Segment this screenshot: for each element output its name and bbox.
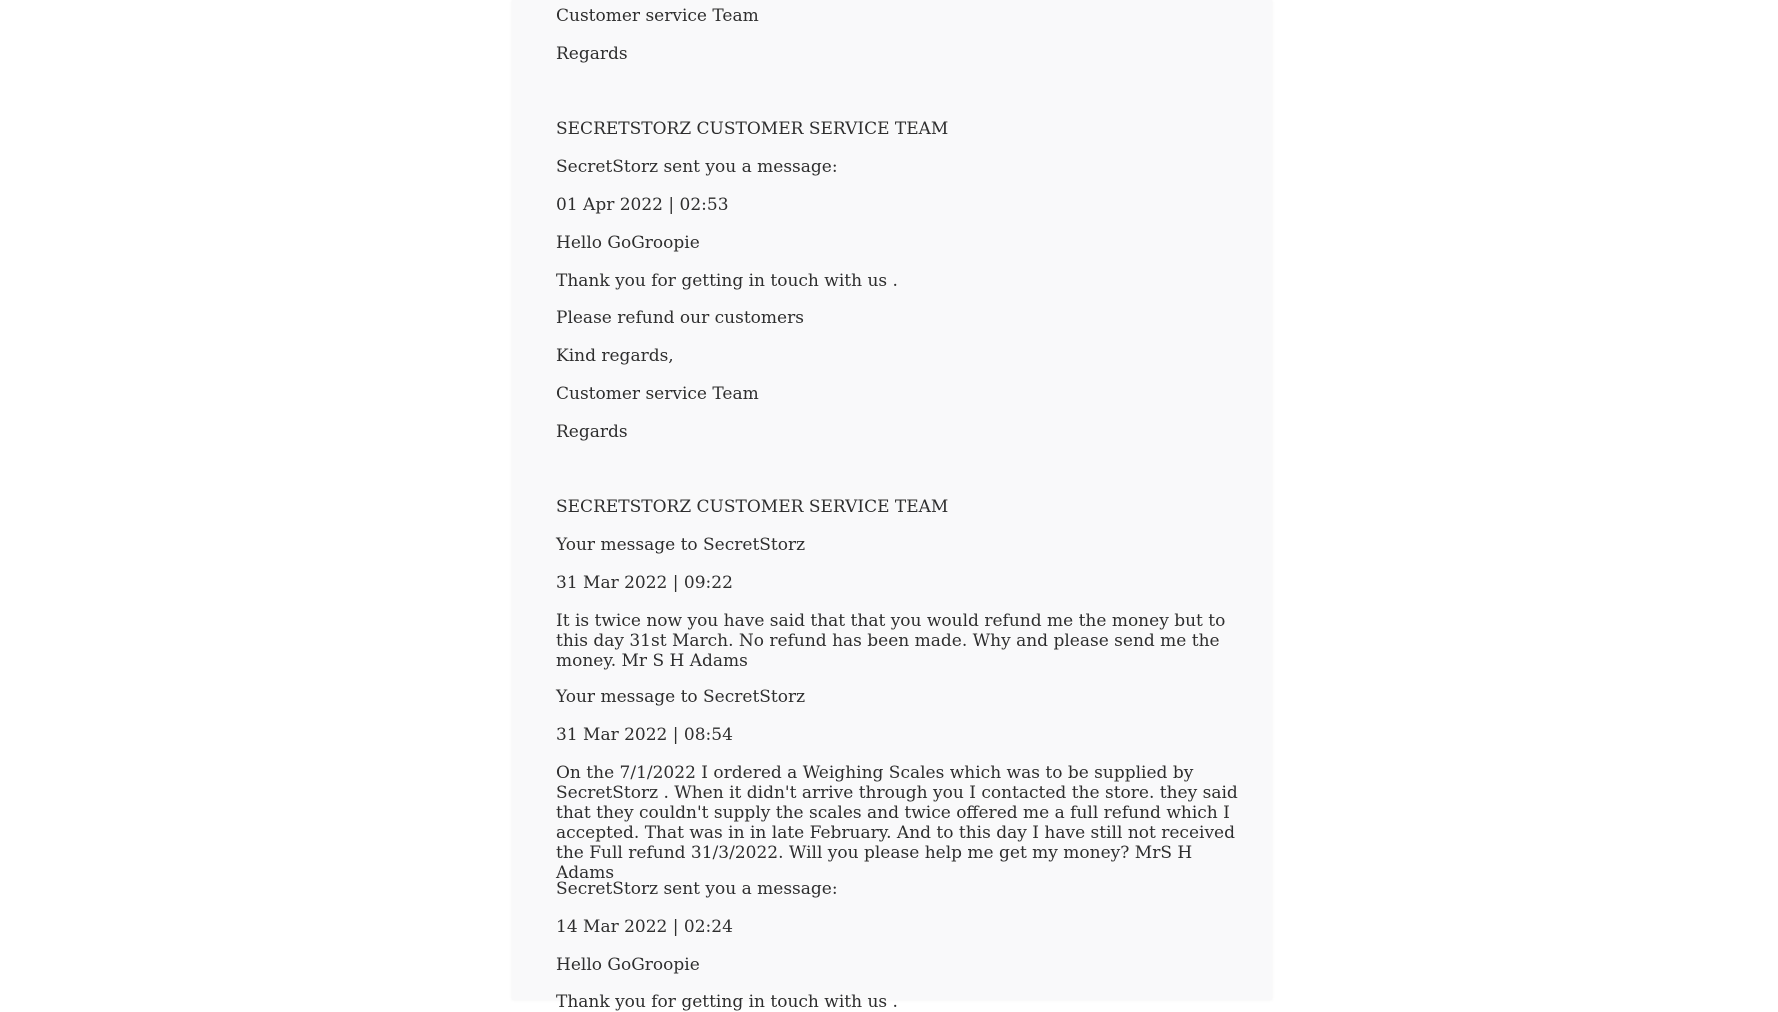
message-body: It is twice now you have said that that you would refund me the money but to this day 31st March. No refund has been made. Why and please send me the money. Mr S H Adams (556, 611, 1226, 671)
sent-label: SecretStorz sent you a message: (556, 879, 838, 899)
signoff-regards: Regards (556, 422, 628, 442)
greeting: Hello GoGroopie (556, 955, 700, 975)
thanks-line: Thank you for getting in touch with us . (556, 271, 898, 291)
kind-regards: Kind regards, (556, 346, 674, 366)
greeting: Hello GoGroopie (556, 233, 700, 253)
team-heading: SECRETSTORZ CUSTOMER SERVICE TEAM (556, 119, 949, 139)
your-message-label: Your message to SecretStorz (556, 535, 806, 555)
scanned-document-page (512, 0, 1272, 1012)
sent-label: SecretStorz sent you a message: (556, 157, 838, 177)
message-date: 31 Mar 2022 | 08:54 (556, 725, 733, 745)
message-body: On the 7/1/2022 I ordered a Weighing Scales which was to be supplied by SecretStorz . When it didn't arrive through you I contacted the store. they said that they couldn't supply the scales and twice offered me a full refund which I accepted. That was in in late February. And to this day I have still not received the Full refund 31/3/2022. Will you please help me get my money? MrS H Adams (556, 763, 1238, 883)
signoff-team: Customer service Team (556, 384, 759, 404)
message-body: Please refund our customers (556, 308, 804, 328)
team-heading: SECRETSTORZ CUSTOMER SERVICE TEAM (556, 497, 949, 517)
message-date: 31 Mar 2022 | 09:22 (556, 573, 733, 593)
message-date: 01 Apr 2022 | 02:53 (556, 195, 729, 215)
thanks-line: Thank you for getting in touch with us . (556, 992, 898, 1012)
signoff-regards: Regards (556, 44, 628, 64)
your-message-label: Your message to SecretStorz (556, 687, 806, 707)
message-date: 14 Mar 2022 | 02:24 (556, 917, 733, 937)
signoff-team: Customer service Team (556, 6, 759, 26)
